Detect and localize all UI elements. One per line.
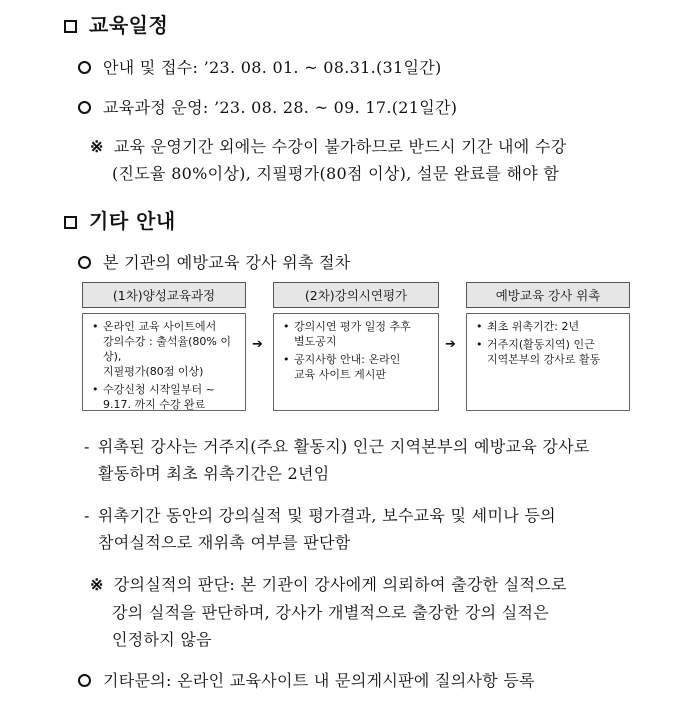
- procedure-heading: 본 기관의 예방교육 강사 위촉 절차: [78, 250, 351, 273]
- section-title-schedule: 교육일정: [64, 9, 168, 38]
- flow-step-1-header: (1차)양성교육과정: [82, 282, 246, 308]
- circle-bullet-icon: [78, 674, 91, 687]
- dash-item-1-line2: 활동하며 최초 위촉기간은 2년임: [98, 464, 330, 483]
- etc-note-line2: 강의 실적을 판단하며, 강사가 개별적으로 출강한 강의 실적은: [112, 603, 549, 622]
- dash-bullet: -: [84, 506, 90, 525]
- list-item: • 온라인 교육 사이트에서 강의수강 : 출석율(80% 이상), 지필평가(80점 이상): [89, 319, 239, 379]
- arrow-right-icon: ➔: [445, 337, 456, 352]
- dash-bullet: -: [84, 437, 90, 456]
- circle-bullet-icon: [78, 256, 91, 269]
- list-item: • 강의시연 평가 일정 추후 별도공지: [280, 319, 432, 349]
- dash-item-2-line1: - 위촉기간 동안의 강의실적 및 평가결과, 보수교육 및 세미나 등의: [84, 506, 556, 525]
- flow-step-2-box: [273, 313, 439, 411]
- section-title-etc: 기타 안내: [64, 205, 176, 234]
- flow-step-1-box: [82, 313, 246, 411]
- schedule-apply-line: 안내 및 접수: ’23. 08. 01. ~ 08.31.(31일간): [78, 55, 442, 78]
- dash-item-1-line1: - 위촉된 강사는 거주지(주요 활동지) 인근 지역본부의 예방교육 강사로: [84, 437, 590, 456]
- schedule-note-line2: (진도율 80%이상), 지필평가(80점 이상), 설문 완료를 해야 함: [112, 164, 560, 183]
- checkbox-square-icon: [64, 216, 77, 229]
- flow-step-2-header: (2차)강의시연평가: [273, 282, 439, 308]
- dash-item-2-line2: 참여실적으로 재위촉 여부를 판단함: [98, 533, 351, 552]
- etc-note-line3: 인정하지 않음: [112, 630, 212, 649]
- circle-bullet-icon: [78, 101, 91, 114]
- circle-bullet-icon: [78, 61, 91, 74]
- reference-mark-icon: ※: [90, 137, 104, 156]
- checkbox-square-icon: [64, 20, 77, 33]
- flow-step-3-box: [466, 313, 630, 411]
- flow-step-3-header: 예방교육 강사 위촉: [466, 282, 630, 308]
- reference-mark-icon: ※: [90, 575, 104, 594]
- schedule-note-line1: ※ 교육 운영기간 외에는 수강이 불가하므로 반드시 기간 내에 수강: [90, 137, 567, 156]
- etc-note-line1: ※ 강의실적의 판단: 본 기관이 강사에게 의뢰하여 출강한 실적으로: [90, 575, 567, 594]
- list-item: • 거주지(활동지역) 인근 지역본부의 강사로 활동: [473, 337, 623, 367]
- list-item: • 수강신청 시작일부터 ~ 9.17. 까지 수강 완료: [89, 382, 239, 412]
- list-item: • 공지사항 안내: 온라인 교육 사이트 게시판: [280, 352, 432, 382]
- inquiry-line: 기타문의: 온라인 교육사이트 내 문의게시판에 질의사항 등록: [78, 668, 535, 691]
- arrow-right-icon: ➔: [252, 337, 263, 352]
- list-item: • 최초 위촉기간: 2년: [473, 319, 623, 334]
- schedule-course-line: 교육과정 운영: ’23. 08. 28. ~ 09. 17.(21일간): [78, 95, 457, 118]
